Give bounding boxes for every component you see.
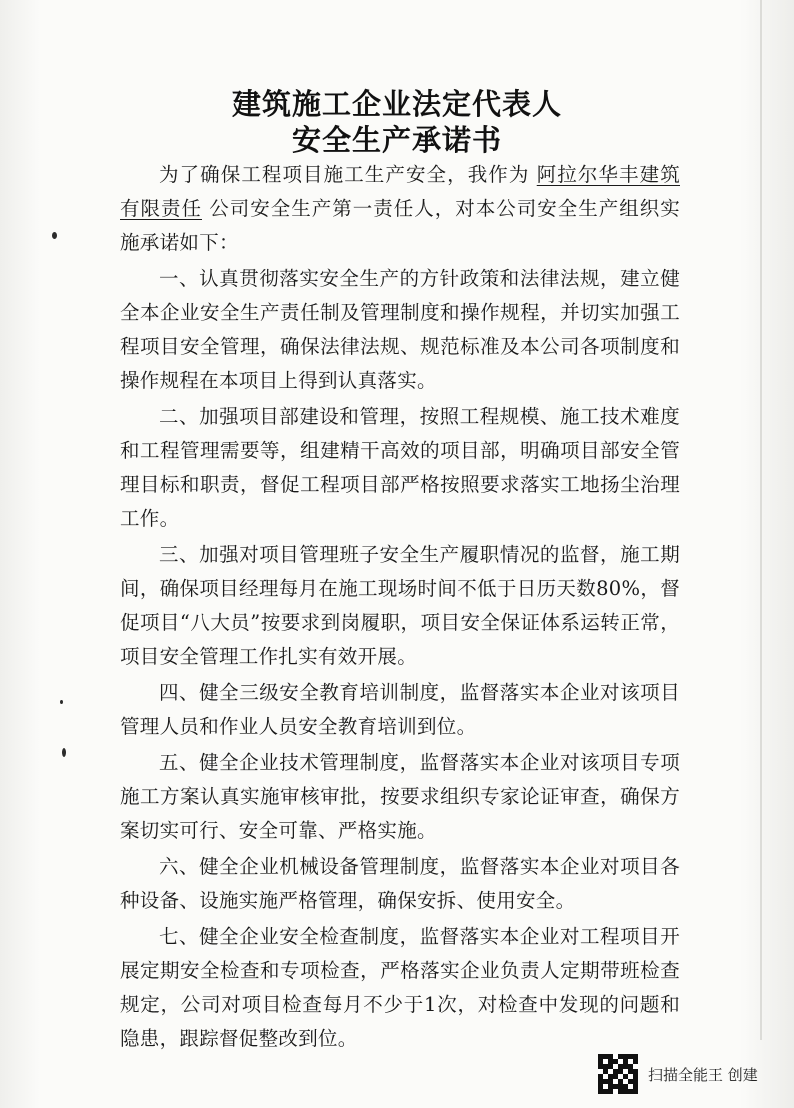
intro-text-cont: 公司安全生产第一责任人，对本公司安全生产组织实施承诺如下： (120, 197, 680, 254)
scan-speck (62, 748, 66, 757)
commitment-paragraph: 六、健全企业机械设备管理制度，监督落实本企业对项目各种设备、设施实施严格管理，确保安拆、使用安全。 (120, 855, 680, 912)
scanner-app-label: 扫描全能王 创建 (648, 1065, 758, 1084)
document-body (120, 158, 680, 1056)
commitment-paragraph: 三、加强对项目管理班子安全生产履职情况的监督，施工期间，确保项目经理每月在施工现场时间不低于日历天数80%，督促项目“八大员”按要求到岗履职，项目安全保证体系运转正常，项目安全管理工作扎实有效开展。 (120, 543, 680, 668)
company-name: 阿拉尔华丰建筑有限责任 (120, 163, 680, 220)
commitment-paragraph: 五、健全企业技术管理制度，监督落实本企业对该项目专项施工方案认真实施审核审批，按要求组织专家论证审查，确保方案切实可行、安全可靠、严格实施。 (120, 751, 680, 842)
qr-code-icon (598, 1054, 638, 1094)
document-title-line1: 建筑施工企业法定代表人 (231, 87, 562, 121)
document-title-line2: 安全生产承诺书 (291, 123, 502, 157)
commitment-paragraph: 二、加强项目部建设和管理，按照工程规模、施工技术难度和工程管理需要等，组建精干高效的项目部，明确项目部安全管理目标和职责，督促工程项目部严格按照要求落实工地扬尘治理工作。 (120, 405, 680, 530)
intro-text: 为了确保工程项目施工生产安全，我作为 (159, 163, 530, 186)
scan-speck (52, 232, 57, 239)
commitment-paragraph: 四、健全三级安全教育培训制度，监督落实本企业对该项目管理人员和作业人员安全教育培训到位。 (120, 681, 680, 738)
commitment-paragraph: 七、健全企业安全检查制度，监督落实本企业对工程项目开展定期安全检查和专项检查，严格落实企业负责人定期带班检查规定，公司对项目检查每月不少于1次，对检查中发现的问题和隐患，跟踪督促整改到位。 (120, 925, 680, 1050)
intro-paragraph (120, 158, 680, 260)
scan-speck (60, 700, 63, 704)
commitment-paragraph: 一、认真贯彻落实安全生产的方针政策和法律法规，建立健全本企业安全生产责任制及管理制度和操作规程，并切实加强工程项目安全管理，确保法律法规、规范标准及本公司各项制度和操作规程在本项目上得到认真落实。 (120, 267, 680, 392)
scanner-watermark (598, 1052, 758, 1096)
